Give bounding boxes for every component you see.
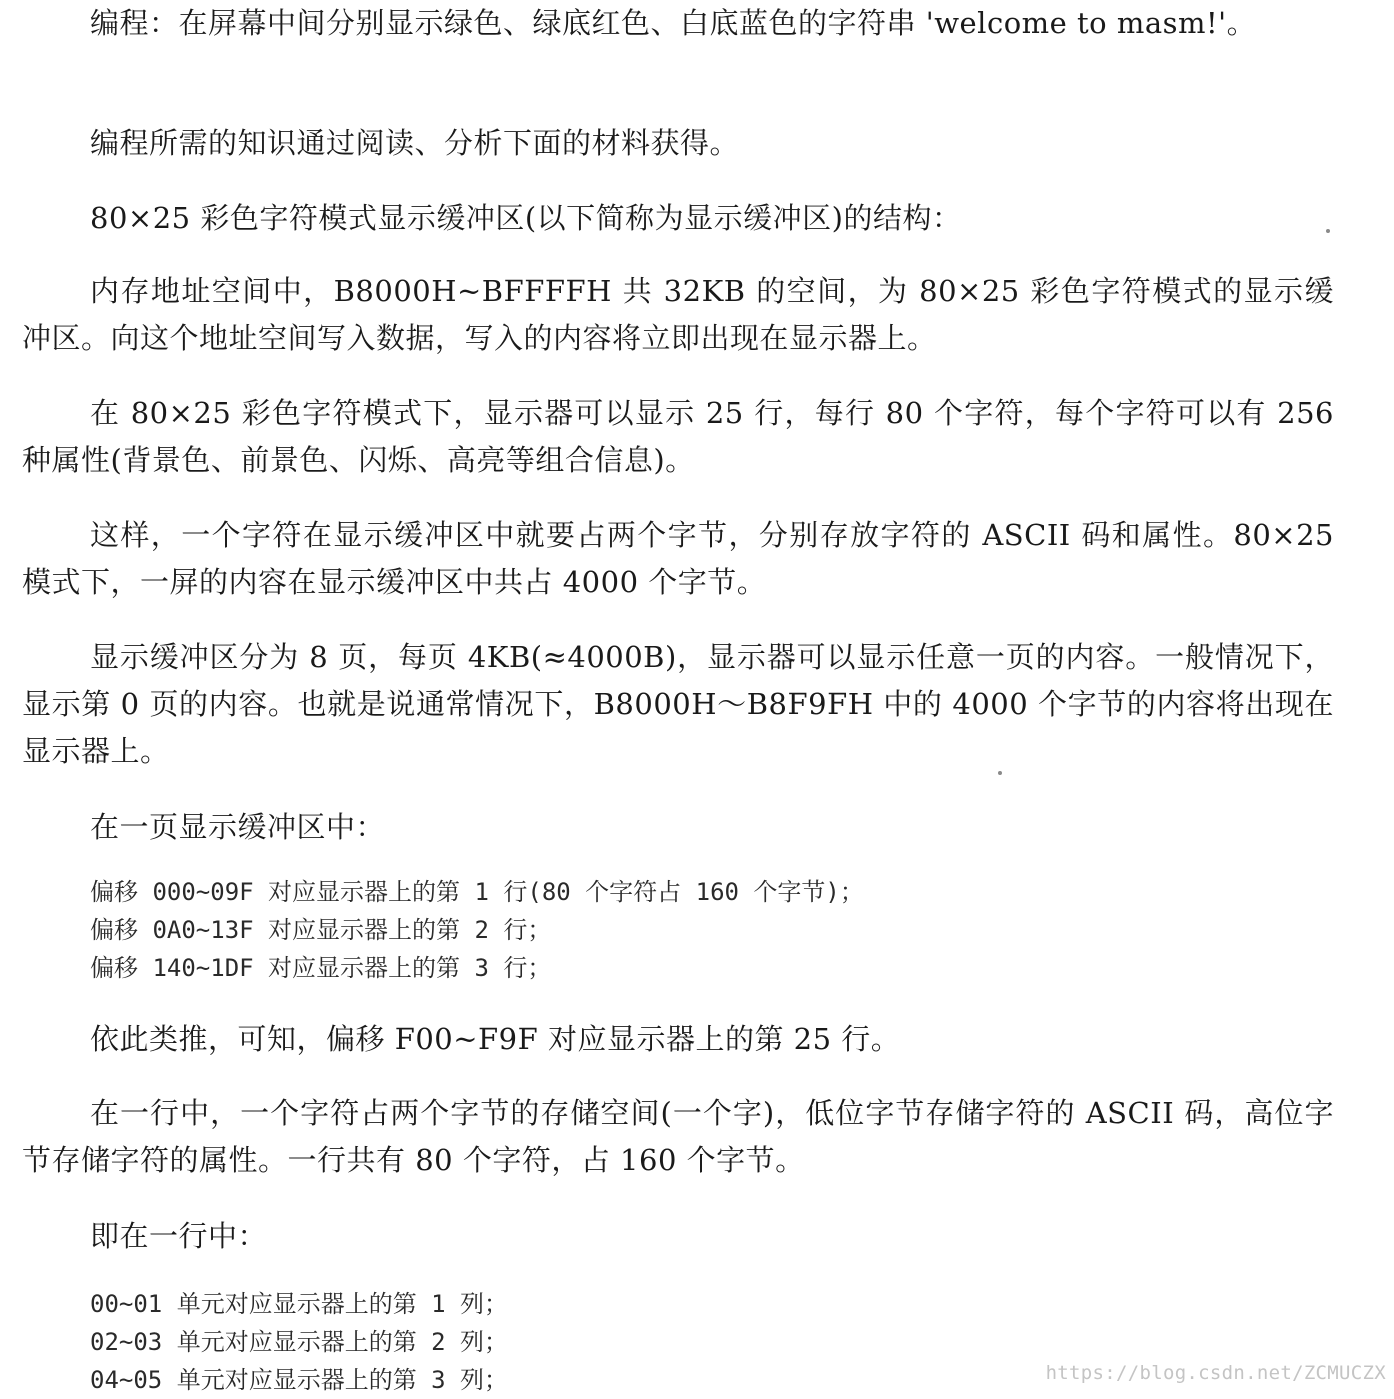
- scan-speck: [1326, 229, 1330, 233]
- column-line: 04~05 单元对应显示器上的第 3 列；: [90, 1366, 509, 1394]
- knowledge-intro-paragraph: 编程所需的知识通过阅读、分析下面的材料获得。: [90, 126, 740, 160]
- column-line: 00~01 单元对应显示器上的第 1 列；: [90, 1290, 509, 1318]
- analogy-paragraph: 依此类推，可知，偏移 F00~F9F 对应显示器上的第 25 行。: [90, 1022, 901, 1056]
- byte-layout-paragraph: 这样，一个字符在显示缓冲区中就要占两个字节，分别存放字符的 ASCII 码和属性。80×25 模式下，一屏的内容在显示缓冲区中共占 4000 个字节。: [22, 518, 1334, 599]
- pages-paragraph: 显示缓冲区分为 8 页，每页 4KB(≈4000B)，显示器可以显示任意一页的内容。一般情况下，显示第 0 页的内容。也就是说通常情况下，B8000H～B8F9FH 中的 4000 个字节的内容将出现在显示器上。: [22, 640, 1334, 768]
- buffer-structure-heading: 80×25 彩色字符模式显示缓冲区(以下简称为显示缓冲区)的结构：: [90, 201, 962, 235]
- offset-line: 偏移 140~1DF 对应显示器上的第 3 行；: [90, 954, 552, 982]
- memory-address-paragraph: 内存地址空间中，B8000H~BFFFFH 共 32KB 的空间，为 80×25 彩色字符模式的显示缓冲区。向这个地址空间写入数据，写入的内容将立即出现在显示器上。: [22, 274, 1334, 355]
- offset-line: 偏移 000~09F 对应显示器上的第 1 行(80 个字符占 160 个字节)；: [90, 878, 864, 906]
- scan-speck: [998, 771, 1002, 775]
- offset-list: [90, 873, 1290, 987]
- display-mode-paragraph: 在 80×25 彩色字符模式下，显示器可以显示 25 行，每行 80 个字符，每个字符可以有 256 种属性(背景色、前景色、闪烁、高亮等组合信息)。: [22, 396, 1334, 477]
- offset-line: 偏移 0A0~13F 对应显示器上的第 2 行；: [90, 916, 552, 944]
- page-buffer-heading: 在一页显示缓冲区中：: [90, 810, 386, 844]
- source-watermark: https://blog.csdn.net/ZCMUCZX: [1045, 1362, 1386, 1384]
- column-line: 02~03 单元对应显示器上的第 2 列；: [90, 1328, 509, 1356]
- row-storage-paragraph: 在一行中，一个字符占两个字节的存储空间(一个字)，低位字节存储字符的 ASCII 码，高位字节存储字符的属性。一行共有 80 个字符，占 160 个字节。: [22, 1096, 1334, 1177]
- in-row-heading: 即在一行中：: [90, 1219, 268, 1253]
- task-description-paragraph: 编程：在屏幕中间分别显示绿色、绿底红色、白底蓝色的字符串 'welcome to masm!'。: [90, 6, 1257, 40]
